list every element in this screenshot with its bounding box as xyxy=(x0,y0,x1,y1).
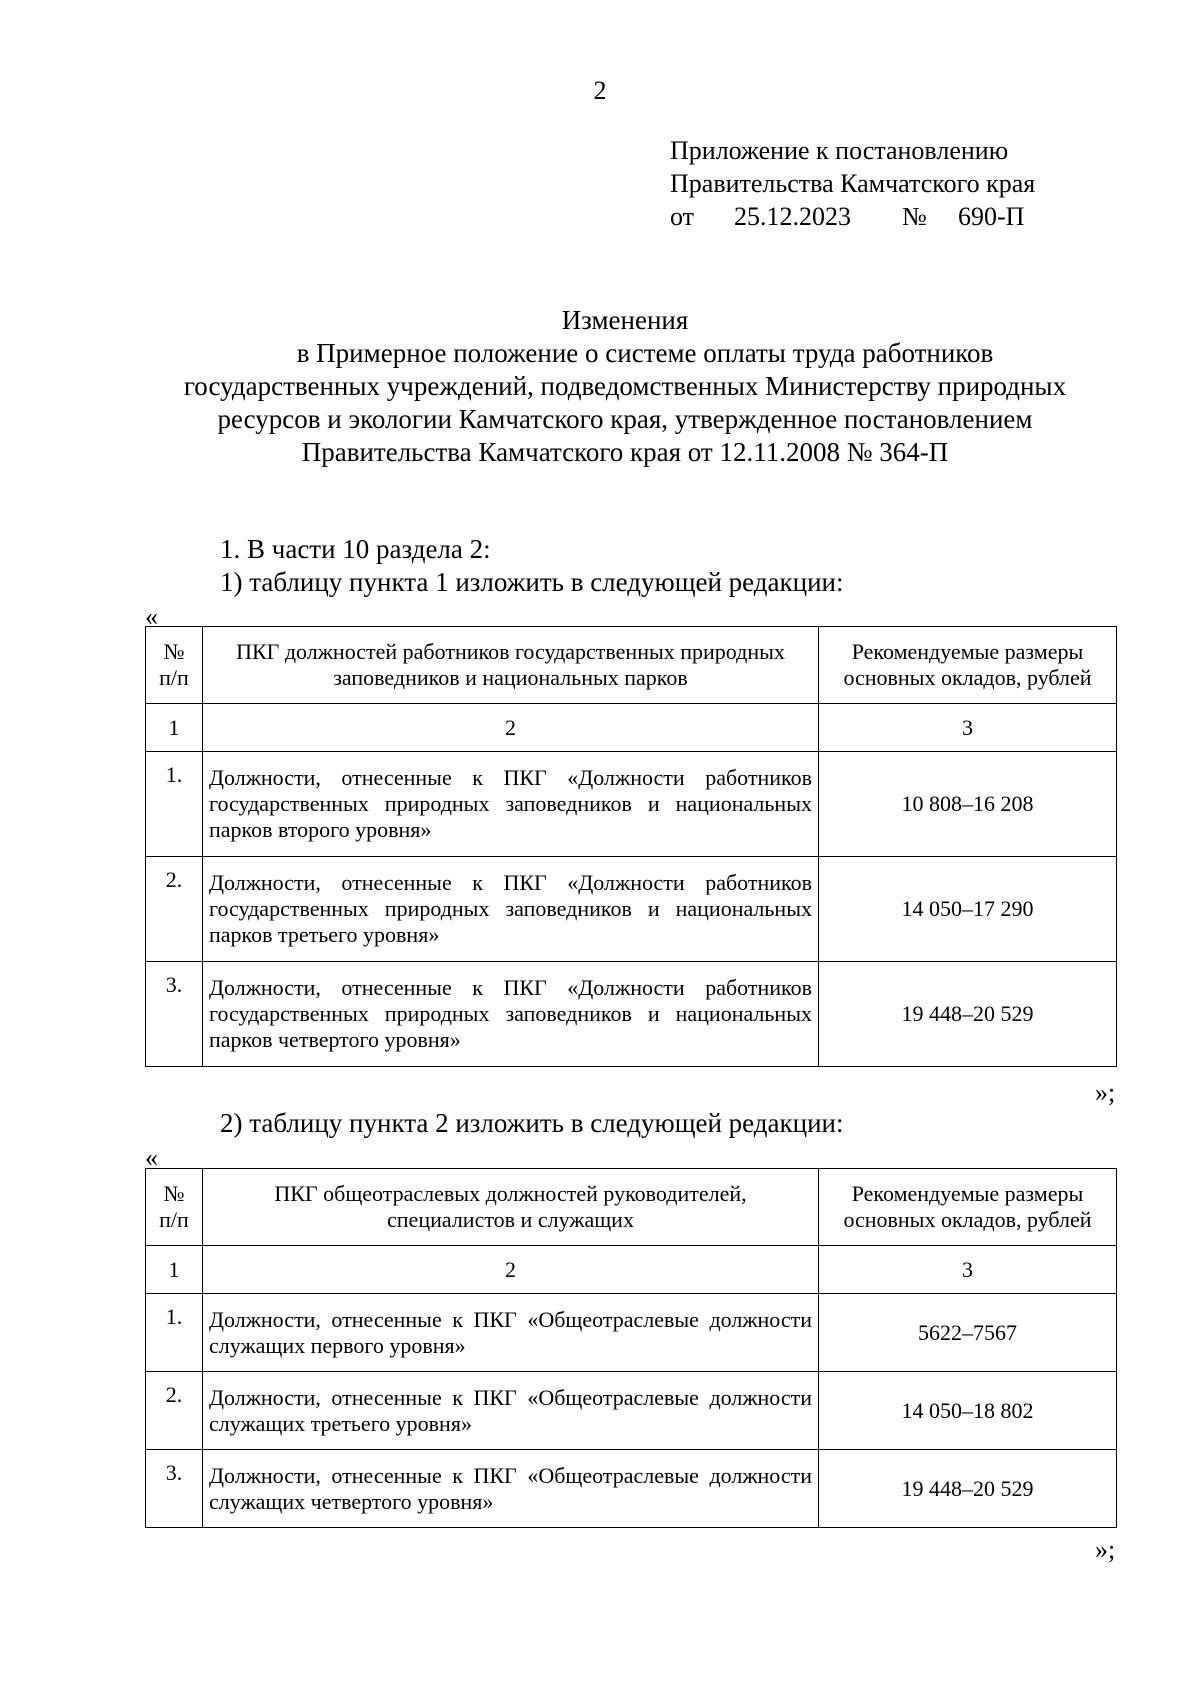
table-2-row-2-salary: 14 050–18 802 xyxy=(819,1372,1117,1450)
table-1-header-num: № п/п xyxy=(146,627,203,704)
table-1-row-3-name: Должности, отнесенные к ПКГ «Должности работников государственных природных заповедников и национальных парков четвертого уровня» xyxy=(203,962,819,1067)
table-2-index-row xyxy=(146,1246,1117,1294)
table-1-index-3: 3 xyxy=(819,704,1117,752)
table-row xyxy=(146,962,1117,1067)
table-1-row-1-num: 1. xyxy=(146,752,203,857)
page-number: 2 xyxy=(593,76,607,105)
table-1-row-1-name: Должности, отнесенные к ПКГ «Должности работников государственных природных заповедников и национальных парков второго уровня» xyxy=(203,752,819,857)
table-2-row-1-name: Должности, отнесенные к ПКГ «Общеотраслевые должности служащих первого уровня» xyxy=(203,1294,819,1372)
number-label: № xyxy=(902,202,927,231)
table-1-row-3-num: 3. xyxy=(146,962,203,1067)
section-1-heading: 1. В части 10 раздела 2: xyxy=(220,534,491,564)
table-1-close-quote: »; xyxy=(1095,1078,1116,1107)
table-2-row-2-name: Должности, отнесенные к ПКГ «Общеотраслевые должности служащих третьего уровня» xyxy=(203,1372,819,1450)
appendix-block xyxy=(670,134,1035,233)
table-2-row-3-num: 3. xyxy=(146,1450,203,1528)
table-2-header-row xyxy=(146,1169,1117,1246)
appendix-line-2: Правительства Камчатского края xyxy=(670,169,1036,198)
table-row xyxy=(146,857,1117,962)
table-2-header-salary: Рекомендуемые размеры основных окладов, рублей xyxy=(819,1169,1117,1246)
table-1-header-salary: Рекомендуемые размеры основных окладов, рублей xyxy=(819,627,1117,704)
table-1-row-3-salary: 19 448–20 529 xyxy=(819,962,1117,1067)
table-1-open-quote: « xyxy=(145,602,158,631)
table-1-row-2-salary: 14 050–17 290 xyxy=(819,857,1117,962)
table-2-header-group: ПКГ общеотраслевых должностей руководителей, специалистов и служащих xyxy=(203,1169,819,1246)
appendix-date-line xyxy=(670,200,1035,233)
appendix-line-1: Приложение к постановлению xyxy=(670,136,1009,165)
table-row xyxy=(146,1294,1117,1372)
table-2-row-3-salary: 19 448–20 529 xyxy=(819,1450,1117,1528)
table-2-row-1-num: 1. xyxy=(146,1294,203,1372)
table-1-header-group: ПКГ должностей работников государственных природных заповедников и национальных парков xyxy=(203,627,819,704)
document-number: 690-П xyxy=(958,202,1025,231)
table-2-header-num: № п/п xyxy=(146,1169,203,1246)
table-row xyxy=(146,752,1117,857)
title-line-1: в Примерное положение о системе оплаты труда работников xyxy=(296,338,994,368)
table-1-row-2-name: Должности, отнесенные к ПКГ «Должности работников государственных природных заповедников и национальных парков третьего уровня» xyxy=(203,857,819,962)
table-1-header-row xyxy=(146,627,1117,704)
table-1-index-1: 1 xyxy=(146,704,203,752)
table-1-index-2: 2 xyxy=(203,704,819,752)
table-2-open-quote: « xyxy=(145,1143,158,1172)
table-2-row-3-name: Должности, отнесенные к ПКГ «Общеотраслевые должности служащих четвертого уровня» xyxy=(203,1450,819,1528)
table-2-close-quote: »; xyxy=(1095,1535,1116,1564)
table-1-index-row xyxy=(146,704,1117,752)
item-2-text: 2) таблицу пункта 2 изложить в следующей редакции: xyxy=(220,1108,844,1138)
table-row xyxy=(146,1450,1117,1528)
title-line-3: ресурсов и экологии Камчатского края, утвержденное постановлением xyxy=(217,404,1033,434)
table-1-row-1-salary: 10 808–16 208 xyxy=(819,752,1117,857)
table-1 xyxy=(145,626,1117,1067)
table-row xyxy=(146,1372,1117,1450)
table-2-index-3: 3 xyxy=(819,1246,1117,1294)
title-line-4: Правительства Камчатского края от 12.11.2008 № 364-П xyxy=(301,437,949,467)
table-2-row-2-num: 2. xyxy=(146,1372,203,1450)
title-heading: Изменения xyxy=(561,305,689,335)
table-1-row-2-num: 2. xyxy=(146,857,203,962)
table-2 xyxy=(145,1168,1117,1528)
document-title xyxy=(150,304,1100,469)
document-date: 25.12.2023 xyxy=(734,202,851,231)
table-2-index-2: 2 xyxy=(203,1246,819,1294)
from-label: от xyxy=(670,202,695,231)
title-line-2: государственных учреждений, подведомственных Министерству природных xyxy=(183,371,1067,401)
table-2-row-1-salary: 5622–7567 xyxy=(819,1294,1117,1372)
table-2-index-1: 1 xyxy=(146,1246,203,1294)
item-1-text: 1) таблицу пункта 1 изложить в следующей редакции: xyxy=(220,567,844,597)
